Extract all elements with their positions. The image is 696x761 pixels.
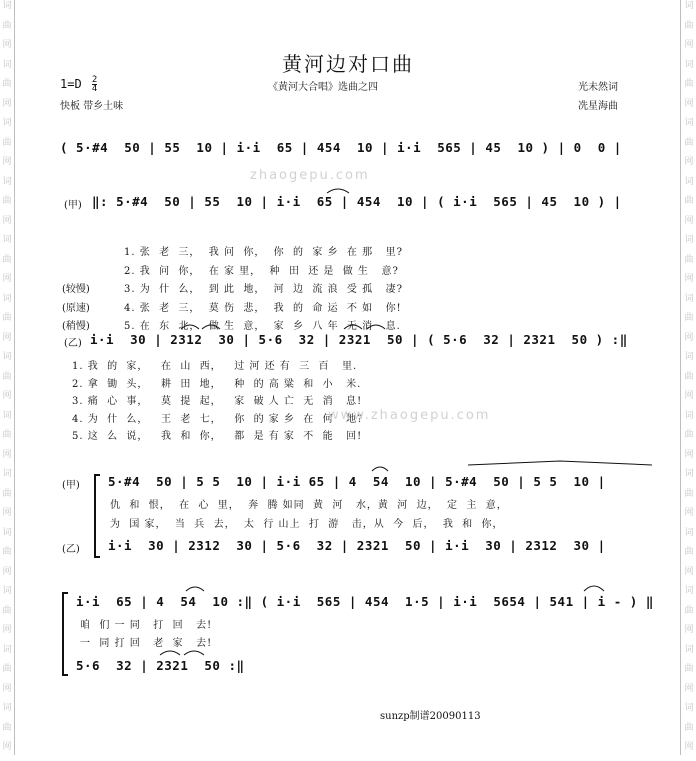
left-watermark-char: 词 (2, 586, 12, 596)
right-watermark-char: 曲 (684, 137, 694, 148)
crescendo-mark (468, 461, 652, 465)
right-watermark-char: 曲 (684, 313, 694, 323)
left-watermark-char: 词 (2, 1, 12, 11)
jia-verse-line: 3. 为 什 么， 到 此 地， 河 边 流 浪 受 孤 凄? (124, 284, 404, 295)
left-watermark-char: 词 (2, 703, 12, 713)
fermata-slur (584, 586, 604, 591)
song-subtitle: 《黄河大合唱》选曲之四 (268, 82, 378, 93)
left-watermark-char: 网 (2, 157, 12, 167)
right-watermark-char: 词 (684, 59, 694, 70)
duet1-lyric-line-1: 仇 和 恨， 在 心 里， 奔 腾 如同 黄 河 水，黄 河 边， 定 主 意， (110, 500, 508, 511)
left-watermark-char: 网 (2, 625, 12, 635)
right-watermark-char: 网 (684, 566, 694, 577)
intro-notes: ( 5·#4 50 | 55 10 | i·i 65 | 454 10 | i·i 565 | 45 10 ) | 0 0 | (60, 140, 622, 155)
left-watermark-char: 词 (2, 235, 12, 245)
verse-mood: (原速) (62, 302, 90, 314)
left-watermark-char: 词 (2, 352, 12, 362)
left-watermark-char: 网 (2, 449, 12, 460)
duet2-lyric-line-2: 一 同 打 回 老 家 去! (80, 638, 213, 649)
left-watermark-char: 词 (2, 469, 12, 479)
left-watermark-char: 曲 (2, 313, 12, 323)
yi-verse-line: 1. 我 的 家， 在 山 西， 过 河 还 有 三 百 里. (72, 361, 358, 372)
left-watermark-char: 网 (2, 332, 12, 343)
slur-9 (184, 651, 204, 655)
right-watermark-char: 词 (684, 703, 694, 713)
left-watermark-char: 网 (2, 274, 12, 284)
left-watermark-char: 曲 (2, 371, 12, 382)
yi-verse-line: 4. 为 什 么， 王 老 七， 你 的 家 乡 在 何 地? (72, 413, 364, 425)
duet1-label-jia: (甲) (62, 480, 80, 491)
time-sig-bottom: 4 (91, 84, 98, 94)
right-watermark-char: 词 (684, 118, 694, 128)
slur-6 (372, 467, 388, 471)
right-watermark-char: 网 (684, 508, 694, 518)
right-watermark-char: 网 (684, 157, 694, 167)
right-watermark-char: 词 (684, 293, 694, 304)
right-watermark-char: 曲 (684, 547, 694, 557)
duet1-lyric-line-2: 为 国 家， 当 兵 去， 太 行 山上 打 游 击，从 今 后， 我 和 你， (110, 519, 504, 530)
jia-verse-line: 5. 在 东 北， 做 生 意， 家 乡 八 年 无 消 息. (124, 321, 401, 332)
right-watermark-char: 词 (684, 469, 694, 479)
left-watermark-char: 曲 (2, 605, 12, 616)
composer-credit: 冼星海曲 (578, 101, 618, 112)
left-watermark-char: 词 (2, 293, 12, 304)
tempo-marking: 快板 带乡土味 (60, 101, 124, 112)
right-watermark-char: 词 (684, 644, 694, 655)
left-watermark-char: 词 (2, 527, 12, 538)
left-watermark-char: 曲 (2, 722, 12, 733)
right-watermark-char: 曲 (684, 79, 694, 89)
time-sig-top: 2 (91, 75, 98, 85)
lyricist-credit: 光未然词 (578, 82, 618, 93)
slur-8 (160, 651, 180, 655)
slur-3 (202, 325, 220, 329)
right-watermark-char: 网 (684, 40, 694, 50)
voice-label-yi: (乙) (64, 338, 82, 349)
left-watermark-char: 曲 (2, 488, 12, 499)
left-watermark-char: 曲 (2, 20, 12, 31)
jia-verse-line: 1. 张 老 三， 我 问 你， 你 的 家 乡 在 那 里? (124, 247, 404, 258)
left-watermark-char: 词 (2, 59, 12, 70)
right-watermark-char: 曲 (684, 605, 694, 616)
left-watermark-char: 词 (2, 176, 12, 187)
left-watermark-char: 曲 (2, 547, 12, 557)
left-watermark-char: 网 (2, 215, 12, 226)
song-title: 黄河边对口曲 (282, 52, 414, 76)
right-watermark-char: 词 (684, 1, 694, 11)
yi-verse-line: 5. 这 么 说， 我 和 你， 都 是 有 家 不 能 回! (72, 431, 363, 442)
right-watermark-char: 曲 (684, 488, 694, 499)
left-watermark-char: 曲 (2, 196, 12, 206)
right-watermark-char: 曲 (684, 664, 694, 674)
right-watermark-char: 词 (684, 176, 694, 187)
duet2-jia-notes: i·i 65 | 4 54 10 :‖ ( i·i 565 | 454 1·5 | i·i 5654 | 541 | i - ) ‖ (76, 594, 654, 609)
watermark-site-1: zhaogepu.com (250, 168, 370, 183)
left-watermark-char: 曲 (2, 664, 12, 674)
yi-verse-line: 3. 痛 心 事， 莫 提 起， 家 破 人 亡 无 消 息! (72, 396, 363, 407)
slur-2 (181, 325, 199, 329)
key-label: 1=D (60, 77, 82, 91)
yi-notes: i·i 30 | 2312 30 | 5·6 32 | 2321 50 | ( 5·6 32 | 2321 50 ) :‖ (90, 332, 628, 347)
left-watermark-char: 网 (2, 566, 12, 577)
verse-mood: (较慢) (62, 284, 90, 295)
right-watermark-char: 网 (684, 742, 694, 752)
left-watermark-char: 网 (2, 508, 12, 518)
left-watermark-char: 词 (2, 644, 12, 655)
jia-notes: ‖: 5·#4 50 | 55 10 | i·i 65 | 454 10 | ( i·i 565 | 45 10 ) | (92, 194, 622, 209)
right-watermark-char: 网 (684, 332, 694, 343)
slur-7 (186, 587, 204, 591)
right-watermark-char: 曲 (684, 722, 694, 733)
right-watermark-char: 词 (684, 352, 694, 362)
left-watermark-char: 网 (2, 40, 12, 50)
left-watermark-char: 曲 (2, 79, 12, 89)
right-watermark-char: 词 (684, 410, 694, 421)
duet2-yi-notes: 5·6 32 | 2321 50 :‖ (76, 658, 245, 673)
slur-1 (327, 189, 349, 193)
slur-4 (344, 325, 362, 329)
jia-verse-line: 4. 张 老 三， 莫 伤 悲， 我 的 命 运 不 如 你! (124, 302, 402, 314)
verse-mood: (稍慢) (62, 321, 90, 332)
transcriber-credit: sunzp制谱20090113 (380, 711, 481, 722)
left-watermark-char: 曲 (2, 137, 12, 148)
right-watermark-char: 曲 (684, 196, 694, 206)
left-watermark-char: 网 (2, 391, 12, 401)
jia-verse-line: 2. 我 问 你， 在 家 里， 种 田 还 是 做 生 意? (124, 265, 399, 277)
left-watermark-char: 网 (2, 742, 12, 752)
watermark-site-2: www.zhaogepu.com (328, 408, 491, 423)
left-watermark-char: 网 (2, 98, 12, 109)
right-watermark-char: 词 (684, 527, 694, 538)
right-watermark-char: 曲 (684, 430, 694, 440)
right-watermark-char: 曲 (684, 371, 694, 382)
right-watermark-char: 网 (684, 625, 694, 635)
left-watermark-char: 词 (2, 118, 12, 128)
left-watermark-char: 曲 (2, 430, 12, 440)
right-watermark-char: 网 (684, 274, 694, 284)
duet1-label-yi: (乙) (62, 544, 80, 555)
right-watermark-char: 网 (684, 391, 694, 401)
voice-label-jia: (甲) (64, 200, 82, 211)
duet2-lyric-line-1: 咱 们 一 同 打 回 去! (80, 620, 213, 631)
right-watermark-char: 网 (684, 683, 694, 694)
yi-verse-line: 2. 拿 锄 头， 耕 田 地， 种 的 高 粱 和 小 米. (72, 378, 362, 390)
right-watermark-char: 曲 (684, 20, 694, 31)
right-watermark-char: 曲 (684, 254, 694, 265)
right-watermark-char: 网 (684, 215, 694, 226)
right-watermark-char: 词 (684, 235, 694, 245)
right-watermark-char: 词 (684, 586, 694, 596)
duet1-yi-notes: i·i 30 | 2312 30 | 5·6 32 | 2321 50 | i·i 30 | 2312 30 | (108, 538, 606, 553)
right-watermark-char: 网 (684, 98, 694, 109)
left-watermark-char: 词 (2, 410, 12, 421)
left-watermark-char: 曲 (2, 254, 12, 265)
left-watermark-char: 网 (2, 683, 12, 694)
duet1-jia-notes: 5·#4 50 | 5 5 10 | i·i 65 | 4 54 10 | 5·#4 50 | 5 5 10 | (108, 474, 606, 489)
slur-5 (367, 325, 385, 329)
right-watermark-char: 网 (684, 449, 694, 460)
